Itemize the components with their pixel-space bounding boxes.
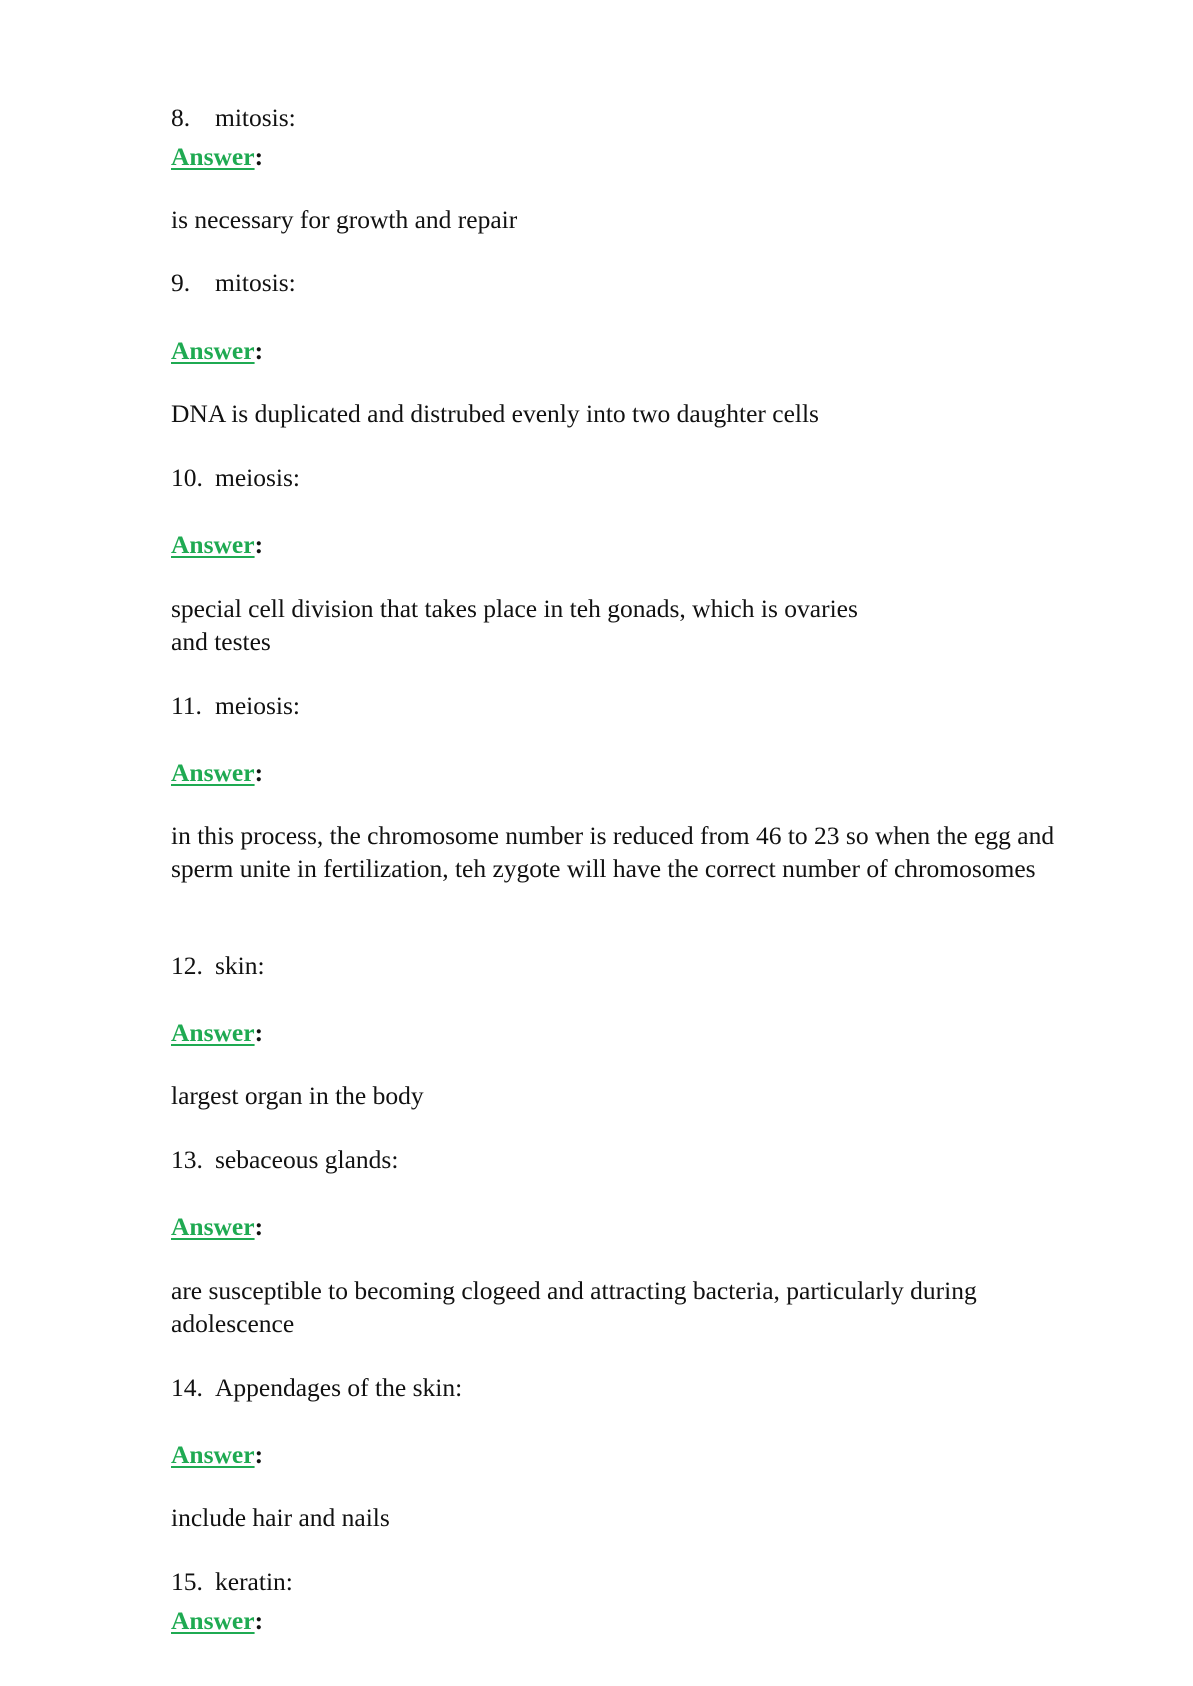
answer-colon: :: [254, 1018, 264, 1047]
answer-colon: :: [254, 1440, 264, 1469]
answer-text-13: are susceptible to becoming clogeed and attracting bacteria, particularly during adolescence: [171, 1276, 977, 1338]
answer-text-9: DNA is duplicated and distrubed evenly into two daughter cells: [171, 399, 819, 428]
answer-text-10: special cell division that takes place in teh gonads, which is ovaries: [171, 594, 858, 623]
answer-colon: :: [254, 1212, 264, 1241]
question-term: mitosis:: [215, 103, 296, 132]
answer-link[interactable]: Answer: [171, 530, 255, 559]
answer-label-10: [171, 528, 263, 561]
question-term: sebaceous glands:: [215, 1145, 399, 1174]
answer-link[interactable]: Answer: [171, 336, 255, 365]
answer-link[interactable]: Answer: [171, 758, 255, 787]
question-number: 13.: [171, 1145, 203, 1174]
question-term: meiosis:: [215, 691, 301, 720]
question-12: [171, 949, 265, 982]
question-11: [171, 689, 300, 722]
answer-colon: :: [254, 142, 264, 171]
answer-colon: :: [254, 758, 264, 787]
question-term: skin:: [215, 951, 265, 980]
answer-link[interactable]: Answer: [171, 1440, 255, 1469]
answer-label-11: [171, 756, 263, 789]
answer-colon: :: [254, 530, 264, 559]
answer-link[interactable]: Answer: [171, 1212, 255, 1241]
answer-label-8: [171, 140, 263, 173]
question-term: meiosis:: [215, 463, 301, 492]
answer-link[interactable]: Answer: [171, 1606, 255, 1635]
answer-label-13: [171, 1210, 263, 1243]
question-number: 11.: [171, 691, 202, 720]
answer-text-8: is necessary for growth and repair: [171, 205, 518, 234]
question-14: [171, 1371, 462, 1404]
question-number: 10.: [171, 463, 203, 492]
answer-text-12: largest organ in the body: [171, 1081, 424, 1110]
answer-label-12: [171, 1016, 263, 1049]
question-term: mitosis:: [215, 268, 296, 297]
answer-colon: :: [254, 1606, 264, 1635]
question-number: 8.: [171, 103, 191, 132]
answer-text-14: include hair and nails: [171, 1503, 390, 1532]
question-term: Appendages of the skin:: [215, 1373, 463, 1402]
answer-link[interactable]: Answer: [171, 1018, 255, 1047]
answer-colon: :: [254, 336, 264, 365]
answer-label-15: [171, 1604, 263, 1637]
question-number: 9.: [171, 268, 191, 297]
question-15: [171, 1565, 293, 1598]
answer-text-11: in this process, the chromosome number is reduced from 46 to 23 so when the egg and sperm unite in fertilization, teh zygote will have the correct number of chromosomes: [171, 821, 1055, 883]
answer-label-14: [171, 1438, 263, 1471]
question-term: keratin:: [215, 1567, 293, 1596]
answer-link[interactable]: Answer: [171, 142, 255, 171]
question-number: 12.: [171, 951, 203, 980]
question-13: [171, 1143, 398, 1176]
question-9: [171, 266, 296, 299]
question-10: [171, 461, 300, 494]
answer-label-9: [171, 334, 263, 367]
question-number: 15.: [171, 1567, 203, 1596]
question-number: 14.: [171, 1373, 203, 1402]
question-8: [171, 101, 296, 134]
answer-text-10-line2: and testes: [171, 627, 271, 656]
